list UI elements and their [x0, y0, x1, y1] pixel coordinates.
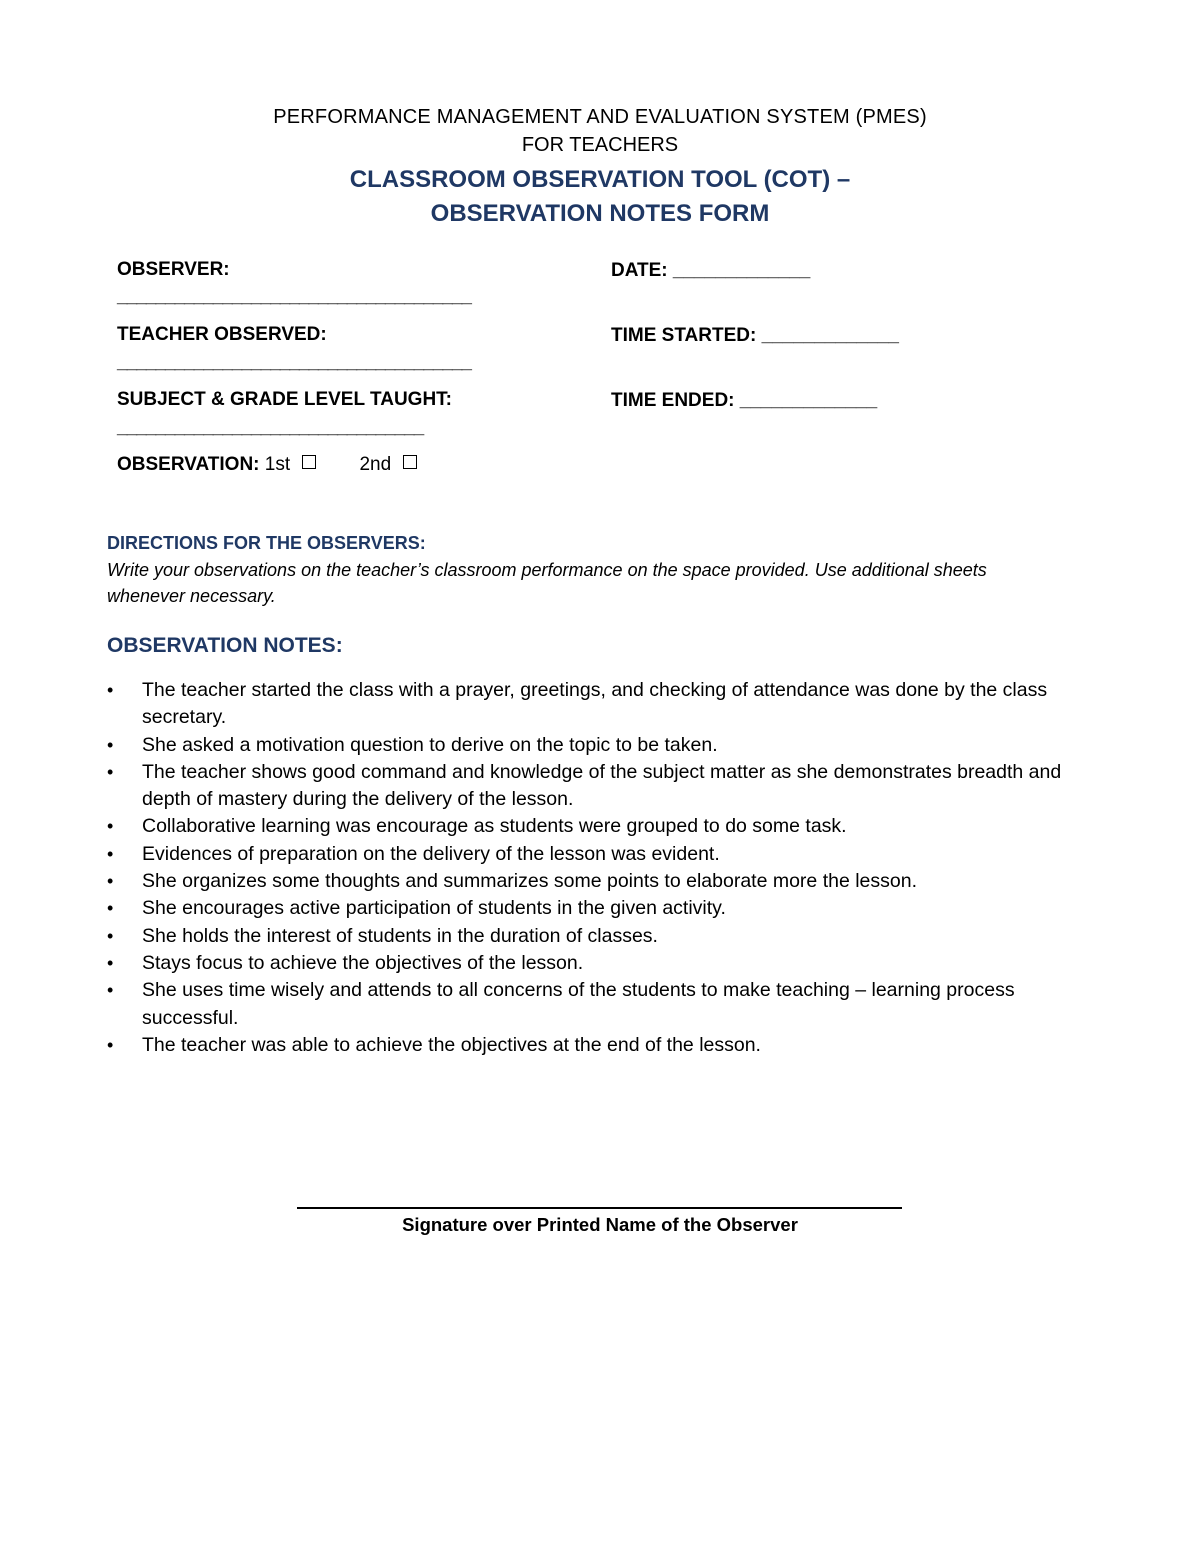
list-item: [107, 677, 1087, 732]
observer-field[interactable]: _____________________________________: [117, 286, 471, 307]
list-item: [107, 813, 1087, 840]
bullet-icon: •: [107, 734, 114, 755]
date-field[interactable]: DATE: _____________: [611, 260, 811, 281]
directions-title: DIRECTIONS FOR THE OBSERVERS:: [107, 533, 426, 553]
list-item: [107, 759, 1087, 814]
observation-label: OBSERVATION:: [117, 454, 260, 475]
note-text: The teacher was able to achieve the objectives at the end of the lesson.: [142, 1033, 761, 1056]
signature-label: Signature over Printed Name of the Observer: [402, 1214, 798, 1235]
checkbox-1st-icon[interactable]: [302, 455, 316, 469]
bullet-icon: •: [107, 816, 114, 837]
bullet-icon: •: [107, 925, 114, 946]
signature-line[interactable]: [297, 1207, 902, 1209]
bullet-icon: •: [107, 680, 114, 700]
subject-grade-label: SUBJECT & GRADE LEVEL TAUGHT:: [117, 389, 452, 410]
directions-text: Write your observations on the teacher’s classroom performance on the space provided. Use additional sheets whenever necessary.: [107, 560, 987, 606]
teacher-observed-label: TEACHER OBSERVED:: [117, 324, 327, 345]
observation-row: [117, 454, 417, 476]
form-title-line2: OBSERVATION NOTES FORM: [430, 200, 770, 227]
time-ended-field[interactable]: TIME ENDED: _____________: [611, 390, 878, 411]
observation-notes-title: OBSERVATION NOTES:: [107, 634, 343, 657]
list-item: [107, 895, 1087, 922]
note-text: She encourages active participation of students in the given activity.: [142, 897, 726, 920]
option-2nd-label: 2nd: [359, 454, 392, 475]
list-item: [107, 950, 1087, 977]
subject-grade-field[interactable]: ________________________________: [117, 417, 424, 438]
list-item: [107, 841, 1087, 868]
list-item: [107, 868, 1087, 895]
note-text: Evidences of preparation on the delivery of the lesson was evident.: [142, 842, 720, 865]
observation-notes-list: [107, 677, 1087, 1059]
form-header-line2: FOR TEACHERS: [521, 134, 679, 156]
bullet-icon: •: [107, 898, 114, 919]
bullet-icon: •: [107, 871, 114, 892]
note-text: Stays focus to achieve the objectives of the lesson.: [142, 951, 584, 974]
bullet-icon: •: [107, 761, 114, 782]
form-header-line1: PERFORMANCE MANAGEMENT AND EVALUATION SYSTEM (PMES): [273, 106, 927, 128]
note-text: Collaborative learning was encourage as students were grouped to do some task.: [142, 815, 847, 838]
note-text: She organizes some thoughts and summarizes some points to elaborate more the lesson.: [142, 870, 918, 893]
option-1st-label: 1st: [264, 454, 291, 475]
note-text: She asked a motivation question to derive on the topic to be taken.: [142, 733, 718, 756]
note-text: She holds the interest of students in the duration of classes.: [142, 924, 658, 947]
note-text: She uses time wisely and attends to all concerns of the students to make teaching – learning process successful.: [142, 979, 1015, 1029]
note-text: The teacher shows good command and knowledge of the subject matter as she demonstrates breadth and depth of mastery during the delivery of the lesson.: [142, 760, 1062, 811]
note-text: The teacher started the class with a prayer, greetings, and checking of attendance was done by the class secretary.: [142, 679, 1048, 729]
list-item: [107, 923, 1087, 950]
observer-label: OBSERVER:: [117, 259, 230, 280]
teacher-observed-field[interactable]: _____________________________________: [117, 352, 471, 373]
form-title-line1: CLASSROOM OBSERVATION TOOL (COT) –: [349, 166, 851, 193]
list-item: [107, 1032, 1087, 1059]
bullet-icon: •: [107, 980, 114, 1001]
time-started-field[interactable]: TIME STARTED: _____________: [611, 325, 899, 346]
bullet-icon: •: [107, 952, 114, 973]
list-item: [107, 977, 1087, 1032]
bullet-icon: •: [107, 843, 114, 864]
checkbox-2nd-icon[interactable]: [403, 455, 417, 469]
bullet-icon: •: [107, 1034, 114, 1055]
list-item: [107, 732, 1087, 759]
